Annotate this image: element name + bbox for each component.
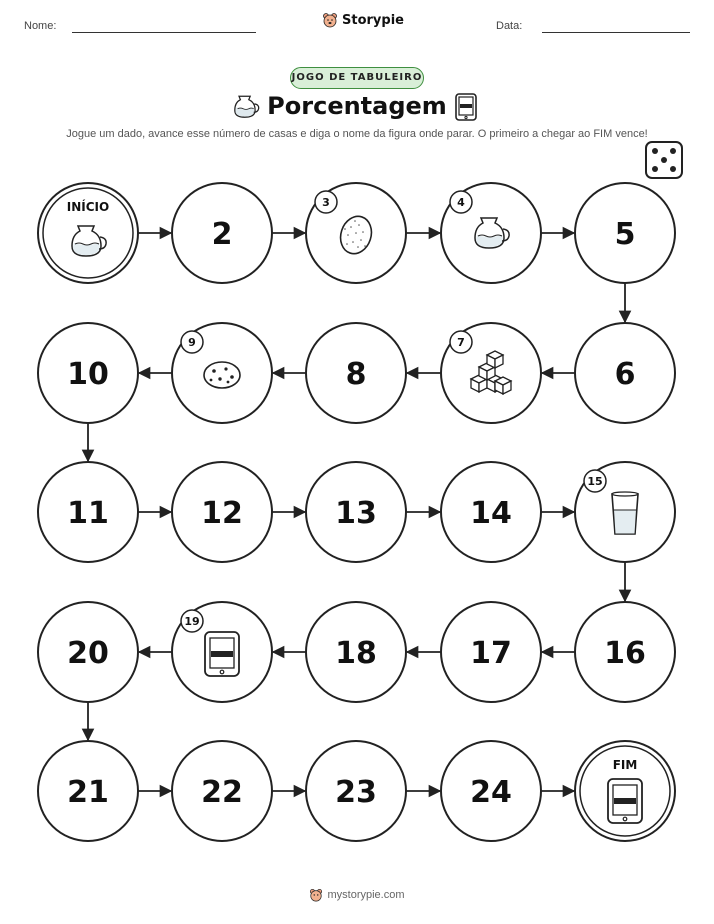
space-number: 7 bbox=[457, 336, 465, 349]
space-label: INÍCIO bbox=[66, 200, 110, 214]
space-number: 23 bbox=[335, 775, 377, 810]
space-number: 11 bbox=[67, 496, 109, 531]
date-label: Data: bbox=[496, 20, 523, 32]
brand-name: Storypie bbox=[342, 12, 404, 28]
board-space-7[interactable] bbox=[441, 323, 541, 423]
board-space-12[interactable] bbox=[172, 462, 272, 562]
space-number: 8 bbox=[345, 357, 367, 392]
space-number: 3 bbox=[322, 196, 330, 209]
space-number: 5 bbox=[614, 217, 636, 252]
board-space-13[interactable] bbox=[306, 462, 406, 562]
footer bbox=[0, 888, 714, 905]
space-number: 17 bbox=[470, 636, 512, 671]
board-space-20[interactable] bbox=[38, 602, 138, 702]
board-space-14[interactable] bbox=[441, 462, 541, 562]
space-number: 21 bbox=[67, 775, 109, 810]
space-number: 20 bbox=[67, 636, 109, 671]
space-number: 4 bbox=[457, 196, 465, 209]
glass-icon bbox=[612, 492, 638, 534]
game-type-badge: JOGO DE TABULEIRO bbox=[290, 67, 424, 89]
space-number: 14 bbox=[470, 496, 512, 531]
space-label: FIM bbox=[612, 758, 638, 772]
name-label: Nome: bbox=[24, 20, 57, 32]
board-space-2[interactable] bbox=[172, 183, 272, 283]
finish-space[interactable] bbox=[575, 741, 675, 841]
space-number: 24 bbox=[470, 775, 512, 810]
board-space-10[interactable] bbox=[38, 323, 138, 423]
tablet-icon bbox=[608, 779, 642, 823]
space-number: 22 bbox=[201, 775, 243, 810]
board-space-18[interactable] bbox=[306, 602, 406, 702]
start-space[interactable] bbox=[38, 183, 138, 283]
board-space-15[interactable] bbox=[575, 462, 675, 562]
board-space-4[interactable] bbox=[441, 183, 541, 283]
space-number: 13 bbox=[335, 496, 377, 531]
board-space-17[interactable] bbox=[441, 602, 541, 702]
board-space-5[interactable] bbox=[575, 183, 675, 283]
board-space-19[interactable] bbox=[172, 602, 272, 702]
board-space-21[interactable] bbox=[38, 741, 138, 841]
cookie-icon bbox=[204, 362, 240, 388]
board-space-6[interactable] bbox=[575, 323, 675, 423]
board-space-9[interactable] bbox=[172, 323, 272, 423]
board-space-22[interactable] bbox=[172, 741, 272, 841]
space-number: 9 bbox=[188, 336, 196, 349]
space-number: 18 bbox=[335, 636, 377, 671]
board-space-23[interactable] bbox=[306, 741, 406, 841]
space-number: 19 bbox=[184, 615, 200, 628]
space-number: 16 bbox=[604, 636, 646, 671]
board-space-8[interactable] bbox=[306, 323, 406, 423]
space-number: 6 bbox=[614, 357, 636, 392]
space-number: 12 bbox=[201, 496, 243, 531]
board-space-11[interactable] bbox=[38, 462, 138, 562]
space-number: 2 bbox=[211, 217, 233, 252]
board-space-3[interactable] bbox=[306, 183, 406, 283]
page-title: Porcentagem bbox=[267, 92, 447, 120]
instructions: Jogue um dado, avance esse número de casas e diga o nome da figura onde parar. O primeiro a chegar ao FIM vence! bbox=[66, 128, 648, 140]
board-space-16[interactable] bbox=[575, 602, 675, 702]
board-space-24[interactable] bbox=[441, 741, 541, 841]
tablet-icon bbox=[205, 632, 239, 676]
bear-icon bbox=[309, 888, 323, 902]
space-number: 10 bbox=[67, 357, 109, 392]
footer-link[interactable]: mystorypie.com bbox=[327, 889, 405, 901]
space-number: 15 bbox=[587, 475, 603, 488]
